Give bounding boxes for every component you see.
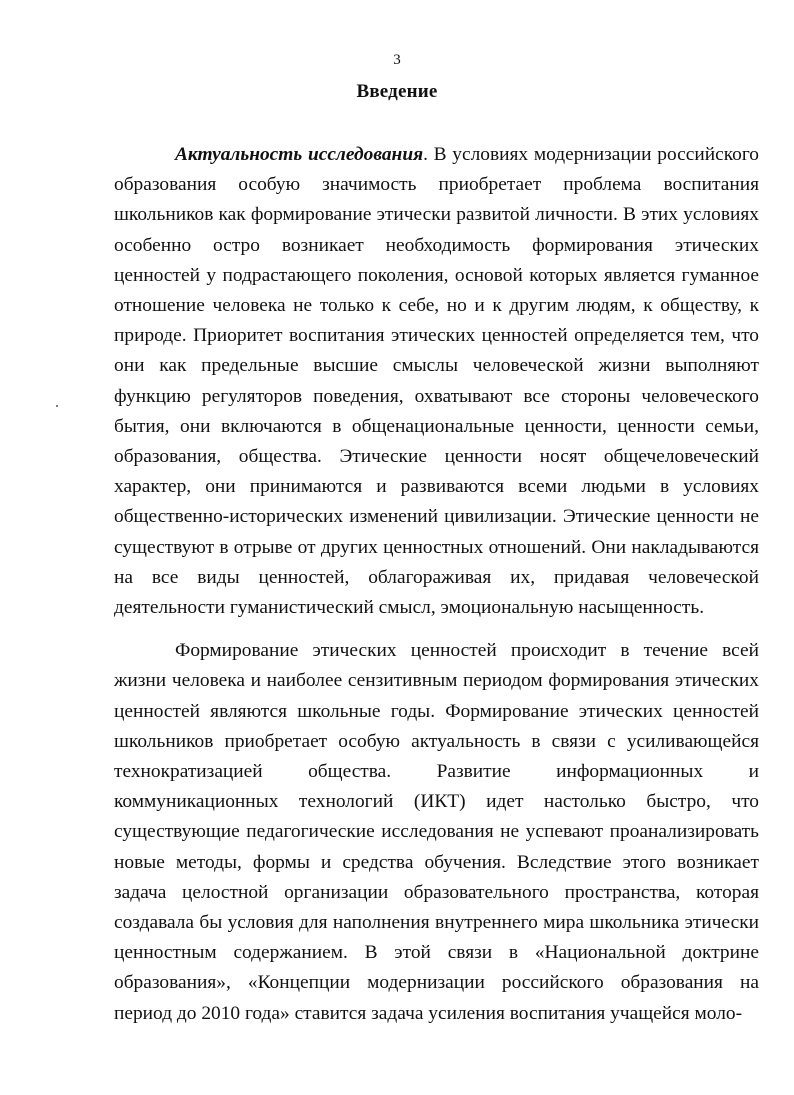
paragraph-lead-term: Актуальность исследования xyxy=(175,144,424,165)
page-number: 3 xyxy=(393,52,401,68)
section-heading: Введение xyxy=(356,81,438,102)
paragraph-relevance xyxy=(114,140,759,623)
paragraph-text: . В условиях модернизации российского образования особую значимость приобретает проблема воспитания школьников как формирование этически развитой личности. В этих условиях особенно остро возникает необходимость формирования этических ценностей у подрастающего поколения, основой которых является гуманное отношение человека не только к себе, но и к другим людям, к обществу, к природе. Приоритет воспитания этических ценностей определяется тем, что они как предельные высшие смыслы человеческой жизни выполняют функцию регуляторов поведения, охватывают все стороны человеческого бытия, они включаются в общенациональные ценности, ценности семьи, образования, общества. Этические ценности носят общечеловеческий характер, они принимаются и развиваются всеми людьми в условиях общественно-исторических изменений цивилизации. Этические ценности не существуют в отрыве от других ценностных отношений. Они накладываются на все виды ценностей, облагораживая их, придавая человеческой деятельности гуманистический смысл, эмоциональную насыщенность. xyxy=(114,144,759,619)
scan-speck xyxy=(56,405,58,407)
paragraph-formation xyxy=(114,636,759,1029)
paragraph-text: Формирование этических ценностей происходит в течение всей жизни человека и наиболее сензитивным периодом формирования этических ценностей являются школьные годы. Формирование этических ценностей школьников приобретает особую актуальность в связи с усиливающейся технократизацией общества. Развитие информационных и коммуникационных технологий (ИКТ) идет настолько быстро, что существующие педагогические исследования не успевают проанализировать новые методы, формы и средства обучения. Вследствие этого возникает задача целостной организации образовательного пространства, которая создавала бы условия для наполнения внутреннего мира школьника этически ценностным содержанием. В этой связи в «Национальной доктрине образования», «Концепции модернизации российского образования на период до 2010 года» ставится задача усиления воспитания учащейся моло- xyxy=(114,640,759,1024)
body-text xyxy=(114,140,759,1029)
